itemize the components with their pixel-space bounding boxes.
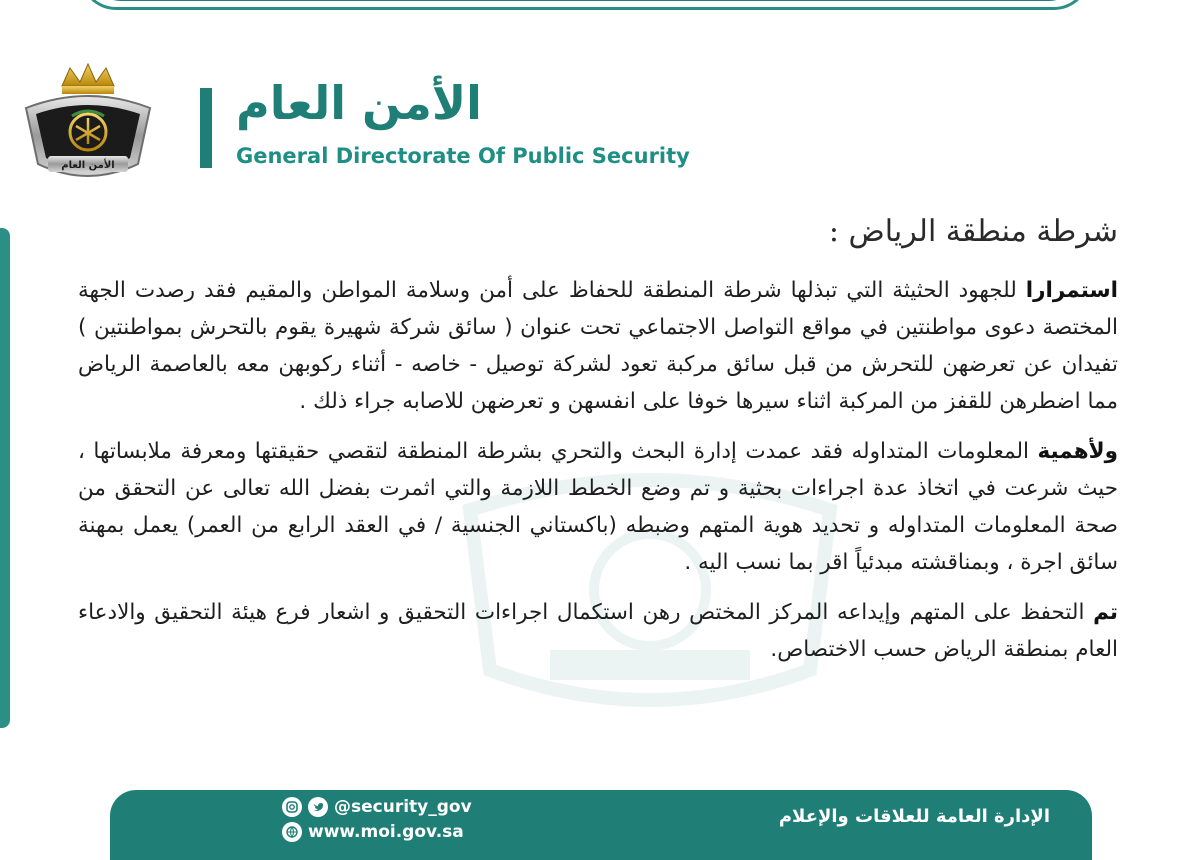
paragraph-3-text: التحفظ على المتهم وإيداعه المركز المختص رهن استكمال اجراءات التحقيق و اشعار فرع هيئة التحقيق والادعاء العام بمنطقة الرياض حسب الاختصاص. [78,600,1118,662]
statement-body [78,272,1118,681]
globe-icon[interactable] [282,822,302,842]
social-handle[interactable]: @security_gov [334,797,472,817]
twitter-icon[interactable] [308,797,328,817]
paragraph-3-lead: تم [1093,600,1118,625]
region-title: شرطة منطقة الرياض : [828,214,1118,249]
left-decorative-strip [0,228,10,728]
footer-website-row[interactable] [282,822,464,842]
top-decorative-bar [80,0,1090,10]
paragraph-1 [78,272,1118,420]
paragraph-3 [78,594,1118,668]
paragraph-1-lead: استمرارا [1025,278,1118,303]
website-link[interactable]: www.moi.gov.sa [308,822,464,842]
paragraph-2 [78,433,1118,581]
brand-title-english: General Directorate Of Public Security [236,144,690,168]
paragraph-2-lead: ولأهمية [1037,439,1118,464]
public-security-logo [18,56,158,188]
brand-divider [200,88,212,168]
footer-department: الإدارة العامة للعلاقات والإعلام [778,806,1050,827]
paragraph-1-text: للجهود الحثيثة التي تبذلها شرطة المنطقة للحفاظ على أمن وسلامة المواطن والمقيم فقد رصدت الجهة المختصة دعوى مواطنتين في مواقع التواصل الاجتماعي تحت عنوان ( سائق شركة شهيرة يقوم بالتحرش بمواطنتين ) تفيدان عن تعرضهن للتحرش من قبل سائق مركبة تعود لشركة توصيل - خاصه - أثناء ركوبهن معه بالعاصمة الرياض مما اضطرهن للقفز من المركبة اثناء سيرها خوفا على انفسهن و تعرضهن للاصابه جراء ذلك . [78,278,1118,414]
svg-text:الأمن العام: الأمن العام [61,160,115,171]
brand-title-arabic: الأمن العام [236,76,482,130]
instagram-icon[interactable] [282,797,302,817]
footer-social-row[interactable] [282,797,472,817]
paragraph-2-text: المعلومات المتداوله فقد عمدت إدارة البحث والتحري بشرطة المنطقة لتقصي حقيقتها ومعرفة ملابساتها ، حيث شرعت في اتخاذ عدة اجراءات بحثية و تم وضع الخطط اللازمة والتي اثمرت بفضل الله تعالى عن التحقق من صحة المعلومات المتداوله و تحديد هوية المتهم وضبطه (باكستاني الجنسية / في العقد الرابع من العمر) يعمل بمهنة سائق اجرة ، وبمناقشته مبدئياً اقر بما نسب اليه . [78,439,1118,575]
